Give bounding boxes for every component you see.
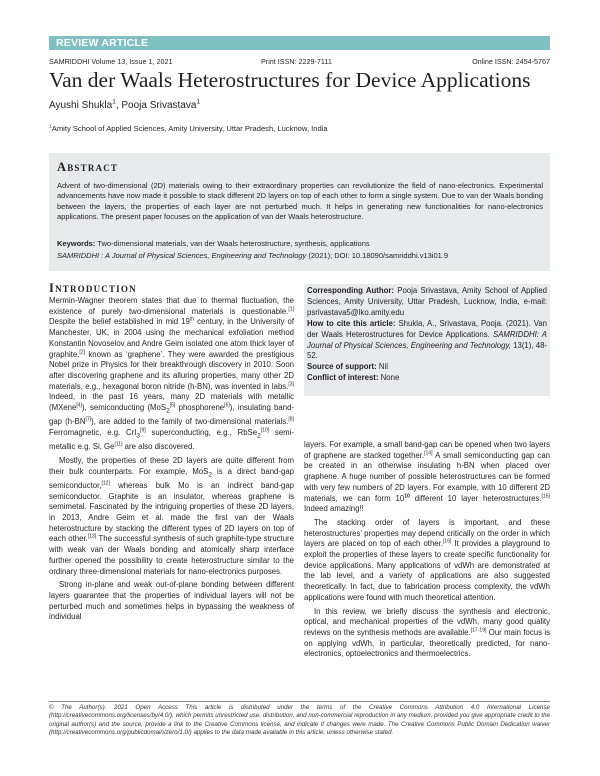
- corresponding-author: Corresponding Author: Pooja Srivastava, Amity School of Applied Sciences, Amity University, Uttar Pradesh, Lucknow, India, e-mail: psrivastava5@lko.amity.edu: [307, 286, 547, 317]
- author-name: Pooja Srivastava: [121, 100, 197, 111]
- article-type-label: REVIEW ARTICLE: [56, 37, 149, 49]
- conflict-of-interest: Conflict of interest: None: [307, 373, 400, 383]
- paragraph: Mostly, the properties of these 2D layers are quite different from their bulk counterparts. For example, MoS$_2$ is a direct band-gap semiconductor,[12] whereas bulk Mo is an indirect band-gap semiconductor. Graphite is an insulator, whereas graphene is semimetal. Fascinated by the intriguing properties of these 2D layers, in 2013, Andre Geim et al. made the first van der Waals heterostructure by stacking the different types of 2D layers on top of each other.[13] The successful synthesis of such graphite-type structure with weak van der Waals bonding and atomically sharp interface further opened the possibility to create heterostructure similar to the ordinary three-dimensional materials for nano-electronics purposes.: [49, 455, 295, 576]
- license-footnote: © The Author(s). 2021 Open Access This article is distributed under the terms of the Creative Commons Attribution 4.0 International License (http://creativecommons.org/licenses/by/4.0/), which permits unrestricted use, distribution, and non-commercial reproduction in any medium, provided you give appropriate credit to the original author(s) and the source, provide a link to the Creative Commons license, and indicate if changes were made. The Creative Commons Public Domain Dedication waiver (http://creativecommons.org/publicdomain/zero/1.0/) applies to the data made available in this article, unless otherwise stated.: [49, 704, 550, 737]
- paragraph: Strong in-plane and weak out-of-plane bonding between different layers guarantee that the properties of individual layers will not be perturbed much and sometimes helps in bypassing the weakness of individual: [49, 580, 294, 622]
- author-line: Ayushi Shukla$^1$, Pooja Srivastava$^1$: [49, 98, 201, 111]
- correspondence-info: [307, 286, 547, 384]
- intro-column-right: [304, 440, 550, 663]
- introduction-heading: Introduction: [49, 281, 137, 295]
- abstract-heading: Abstract: [57, 160, 119, 174]
- source-of-support: Source of support: Nil: [307, 362, 389, 372]
- online-issn: Online ISSN: 2454-5767: [472, 57, 550, 66]
- paragraph: layers. For example, a small band-gap can be opened when two layers of graphene are stacked together.[14] A small semiconducting gap can be created in an otherwise insulating h-BN when placed over graphene. A huge number of possible heterostructures can be formed with very few numbers of 2D layers. For example, with 10 different 2D materials, we can form $10^{10}$ different 10 layer heterostructures.[15] Indeed amazing!!: [304, 440, 550, 514]
- article-type-band: [49, 36, 550, 50]
- intro-column-left: [49, 296, 294, 626]
- article-title: Van der Waals Heterostructures for Device Applications: [49, 68, 531, 92]
- paragraph: In this review, we briefly discuss the synthesis and electronic, optical, and mechanical properties of the vdWh, many good quality reviews on the synthesis methods are available.[17-19] Our main focus is on applying vdWh, in particular, theoretically predicted, for nano-electronics, optoelectronics and thermoelectrics.: [304, 606, 550, 659]
- journal-issue: SAMRIDDHI Volume 13, Issue 1, 2021: [49, 57, 173, 66]
- abstract-text: Advent of two-dimensional (2D) materials owing to their extraordinary properties can revolutionize the field of nano-electronics. Experimental advancements have now made it possible to stack different 2D layers on top of each other to form a single system. Due to van der Waals bonding between the layers, the properties of each layer are not perturbed much. It helps in generating new functionalities for nano-electronics applications. The present paper focuses on the application of van der Waals heterostructure.: [57, 181, 543, 222]
- paragraph: The stacking order of layers is important, and these heterostructures’ properties may depend critically on the order in which layers are placed on top of each other.[16] It provides a playground to exploit the properties of these layers to create specific functionality for device applications. Many applications of vdWh are demonstrated at the lab level, and a variety of applications are also suggested theoretically. In fact, due to fabrication process complexity, the vdWh applications were found with much theoretical attention.: [304, 517, 550, 602]
- journal-reference: SAMRIDDHI : A Journal of Physical Sciences, Engineering and Technology (2021); DOI: 10.18090/samriddhi.v13i01.9: [57, 251, 449, 260]
- paragraph: Mermin-Wagner theorem states that due to thermal fluctuation, the existence of purely two-dimensional materials is questionable.[1] Despite the belief established in mid 19th century, in the University of Manchester, UK, in 2004 using the mechanical exfoliation method Konstantin Novoselov and Andre Geim isolated one atom thick layer of graphite,[2] known as ‘graphene’. They were awarded the prestigious Nobel prize in Physics for their breakthrough discovery in 2010. Soon after discovering graphene and its alluring properties, many other 2D materials, e.g., hexagonal boron nitride (h-BN), was invented in labs.[3] Indeed, in the past 16 years, many 2D materials with metallic (MXene[4]), semiconducting (MoS$_2$[5] phosphorene[6]), insulating band-gap (h-BN[7]), are added to the family of two-dimensional materials.[8] Ferromagnetic, e.g. CrI$_3$[9] superconducting, e.g., RbSe$_2$[10] semi-metallic e.g. Si, Ge[11] are also discovered.: [49, 296, 295, 452]
- author-name: Ayushi Shukla: [49, 100, 113, 111]
- footnote-divider: [49, 701, 550, 702]
- keywords: Keywords: Two-dimensional materials, van der Waals heterostructure, synthesis, applications: [57, 239, 370, 248]
- how-to-cite: How to cite this article: Shukla, A., Srivastava, Pooja. (2021). Van der Waals Heterostructures for Device Applications. SAMRIDDHI: A Journal of Physical Sciences, Engineering and Technology, 13(1), 48-52.: [307, 318, 547, 361]
- affiliation: $^1$Amity School of Applied Sciences, Amity University, Uttar Pradesh, Lucknow, India: [49, 124, 328, 133]
- print-issn: Print ISSN: 2229-7111: [261, 57, 332, 66]
